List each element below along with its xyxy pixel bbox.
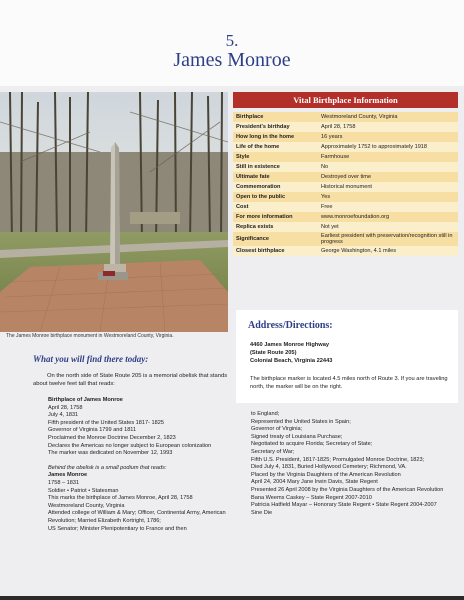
vital-info-value: Approximately 1752 to approximately 1918 xyxy=(318,142,458,152)
today-intro: On the north side of State Route 205 is a memorial obelisk that stands about twelve feet tall that reads: xyxy=(33,373,228,387)
address-box xyxy=(236,310,458,403)
inscription-text xyxy=(48,397,233,533)
vital-info-value: Farmhouse xyxy=(318,152,458,162)
podium-line: 1758 – 1831 xyxy=(48,479,80,486)
vital-info-value: No xyxy=(318,162,458,172)
continued-line: Signed treaty of Louisiana Purchase; xyxy=(251,433,343,440)
section-heading-today: What you will find there today: xyxy=(33,354,149,364)
vital-info-row xyxy=(233,162,458,172)
vital-info-row xyxy=(233,132,458,142)
address-lines xyxy=(250,341,332,365)
podium-line: US Senator; Minister Plenipotentiary to France and then xyxy=(48,525,187,532)
vital-info-key: Birthplace xyxy=(233,112,318,122)
page-header xyxy=(0,0,464,86)
obelisk-photo-image xyxy=(0,92,228,332)
vital-info-row xyxy=(233,182,458,192)
vital-info-key: Open to the public xyxy=(233,192,318,202)
page-bottom-bar xyxy=(0,596,464,600)
vital-info-row xyxy=(233,142,458,152)
continued-line: Placed by the Virginia Daughters of the American Revolution xyxy=(251,471,401,478)
continued-line: Presented 26 April 2008 by the Virginia Daughters of the American Revolution xyxy=(251,486,444,493)
directions-text: The birthplace marker is located 4.5 miles north of Route 3. If you are traveling north, the marker will be on the right. xyxy=(250,376,448,390)
inscription-line: Fifth president of the United States 1817- 1825 xyxy=(48,419,164,426)
continued-line: Died July 4, 1831, Buried Hollywood Cemetery; Richmond, VA. xyxy=(251,464,407,471)
vital-info-key: Cost xyxy=(233,202,318,212)
continued-line: Negotiated to acquire Florida; Secretary of State; xyxy=(251,441,373,448)
chapter-number: 5. xyxy=(225,31,239,50)
page-title: James Monroe xyxy=(173,49,291,71)
continued-line: Represented the United States in Spain; xyxy=(251,418,351,425)
continued-line: Sine Die xyxy=(251,509,273,516)
vital-info-key: For more information xyxy=(233,212,318,222)
continued-line: Bana Weems Caskey – State Regent 2007-2010 xyxy=(251,494,372,501)
vital-info-value: Westmoreland County, Virginia xyxy=(318,112,458,122)
vital-info-key: President's birthday xyxy=(233,122,318,132)
inscription-line: Proclaimed the Monroe Doctrine December 2, 1823 xyxy=(48,434,176,441)
vital-info-table xyxy=(233,112,458,256)
vital-info-value: Yes xyxy=(318,192,458,202)
vital-info-key: Ultimate fate xyxy=(233,172,318,182)
vital-info-row xyxy=(233,212,458,222)
address-title: Address/Directions: xyxy=(248,320,333,331)
vital-info-value: Earliest president with preservation/recognition still in progress xyxy=(318,232,458,246)
vital-info-key: Commemoration xyxy=(233,182,318,192)
vital-info-key: Life of the home xyxy=(233,142,318,152)
vital-info-key: Significance xyxy=(233,232,318,246)
address-street: 4460 James Monroe Highway xyxy=(250,342,330,348)
inscription-line: Governor of Virginia 1799 and 1811 xyxy=(48,427,137,434)
vital-info-row xyxy=(233,112,458,122)
continued-line: Fifth U.S. President, 1817-1825; Promulgated Monroe Doctrine, 1823; xyxy=(251,456,425,463)
continued-line: Governor of Virginia; xyxy=(251,426,303,433)
vital-info-row xyxy=(233,192,458,202)
vital-info-row xyxy=(233,222,458,232)
vital-info-key: Style xyxy=(233,152,318,162)
inscription-line: July 4, 1831 xyxy=(48,412,79,419)
inscription-line: Declares the Americas no longer subject to European colonization xyxy=(48,442,212,449)
podium-line: Westmoreland County, Virginia xyxy=(48,502,125,509)
podium-line: This marks the birthplace of James Monroe, April 28, 1758 xyxy=(48,495,193,502)
vital-info-value: George Washington, 4.1 miles xyxy=(318,246,458,256)
vital-info-value: April 28, 1758 xyxy=(318,122,458,132)
vital-info-value: Free xyxy=(318,202,458,212)
monument-photo xyxy=(0,92,228,332)
inscription-line: April 28, 1758 xyxy=(48,404,83,411)
inscription-heading: Birthplace of James Monroe xyxy=(48,397,123,403)
vital-info-key: Replica exists xyxy=(233,222,318,232)
vital-info-value: www.monroefoundation.org xyxy=(318,212,458,222)
vital-info-key: Still in existence xyxy=(233,162,318,172)
address-city: Colonial Beach, Virginia 22443 xyxy=(250,358,333,364)
vital-info-row xyxy=(233,246,458,256)
address-route: (State Route 205) xyxy=(250,350,297,356)
vital-info-key: Closest birthplace xyxy=(233,246,318,256)
photo-caption: The James Monroe birthplace monument in Westmoreland County, Virginia. xyxy=(6,333,174,339)
podium-line: Soldier • Patriot • Statesman xyxy=(48,487,119,494)
continued-line: to England; xyxy=(251,411,280,417)
continued-line: April 24, 2004 Mary Jane Irwin Davis, State Regent xyxy=(251,479,378,486)
vital-info-row xyxy=(233,232,458,246)
inscription-line: The marker was dedicated on November 12, 1993 xyxy=(48,450,173,457)
vital-info-key: How long in the home xyxy=(233,132,318,142)
podium-name: James Monroe xyxy=(48,472,88,479)
vital-info-value: Destroyed over time xyxy=(318,172,458,182)
continued-line: Secretary of War; xyxy=(251,448,295,455)
vital-info-row xyxy=(233,152,458,162)
podium-line: Attended college of William & Mary; Officer, Continental Army, American Revolution; Married Elizabeth Kortright, 1786; xyxy=(48,510,226,524)
inscription-continued xyxy=(251,411,451,517)
vital-info-row xyxy=(233,202,458,212)
vital-info-row xyxy=(233,172,458,182)
vital-info-value: Not yet xyxy=(318,222,458,232)
vital-info-row xyxy=(233,122,458,132)
vital-info-value: 16 years xyxy=(318,132,458,142)
podium-intro: Behind the obelisk is a small podium that reads: xyxy=(48,464,167,471)
vital-info-value: Historical monument xyxy=(318,182,458,192)
vital-info-title: Vital Birthplace Information xyxy=(233,92,458,108)
continued-line: Patricia Hatfield Mayar – Honorary State Regent • State Regent 2004-2007 xyxy=(251,502,437,509)
